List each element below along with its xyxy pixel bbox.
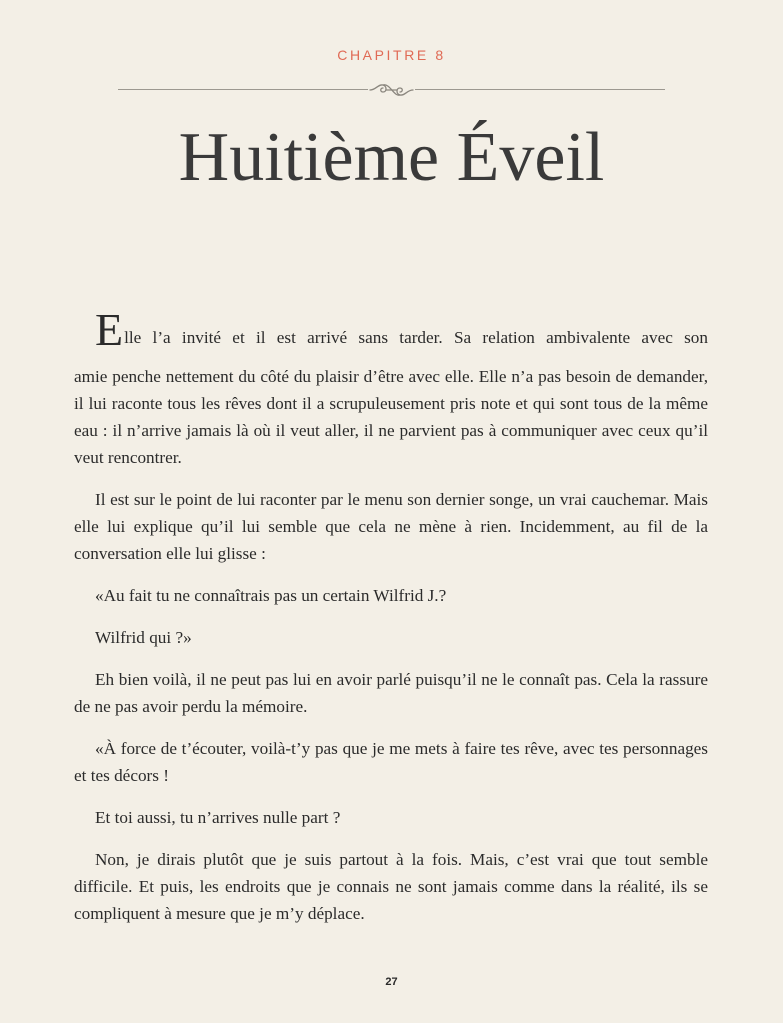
paragraph-5: Eh bien voilà, il ne peut pas lui en avoir parlé puisqu’il ne le connaît pas. Cela la rassure de ne pas avoir perdu la mémoire.: [74, 670, 708, 716]
paragraph-1-first-line-text: lle l’a invité et il est arrivé sans tarder. Sa relation ambivalente avec son: [124, 328, 708, 347]
chapter-label: CHAPITRE 8: [337, 47, 446, 63]
paragraph-1: [74, 304, 708, 471]
paragraph-8: Non, je dirais plutôt que je suis partout à la fois. Mais, c’est vrai que tout semble difficile. Et puis, les endroits que je connais ne sont jamais comme dans la réalité, ils se compliquent à mesure que je m’y déplace.: [74, 850, 708, 923]
paragraph-7: Et toi aussi, tu n’arrives nulle part ?: [95, 808, 341, 827]
paragraph-1-first-line: [74, 304, 708, 355]
paragraph-4: Wilfrid qui ?»: [95, 628, 192, 647]
divider-rule-right: [415, 89, 665, 90]
page-number: 27: [385, 976, 398, 988]
paragraph-1-text: amie penche nettement du côté du plaisir d’être avec elle. Elle n’a pas besoin de demander, il lui raconte tous les rêves dont il a scrupuleusement pris note et qui sont tous de la même eau : il n’arrive jamais là où il veut aller, il ne parvient pas à communiquer avec ceux qu’il veut rencontrer.: [74, 367, 708, 467]
paragraph-2: Il est sur le point de lui raconter par le menu son dernier songe, un vrai cauchemar. Mais elle lui explique qu’il lui semble que cela ne mène à rien. Incidemment, au fil de la conversation elle lui glisse :: [74, 490, 708, 563]
chapter-body: [74, 304, 708, 942]
flourish-ornament-icon: [368, 80, 415, 100]
paragraph-3: «Au fait tu ne connaîtrais pas un certain Wilfrid J.?: [95, 586, 447, 605]
drop-cap: E: [95, 304, 124, 355]
chapter-divider: [118, 80, 665, 100]
divider-rule-left: [118, 89, 368, 90]
chapter-title: Huitième Éveil: [178, 119, 605, 196]
paragraph-6: «À force de t’écouter, voilà-t’y pas que je me mets à faire tes rêve, avec tes personnages et tes décors !: [74, 739, 708, 785]
